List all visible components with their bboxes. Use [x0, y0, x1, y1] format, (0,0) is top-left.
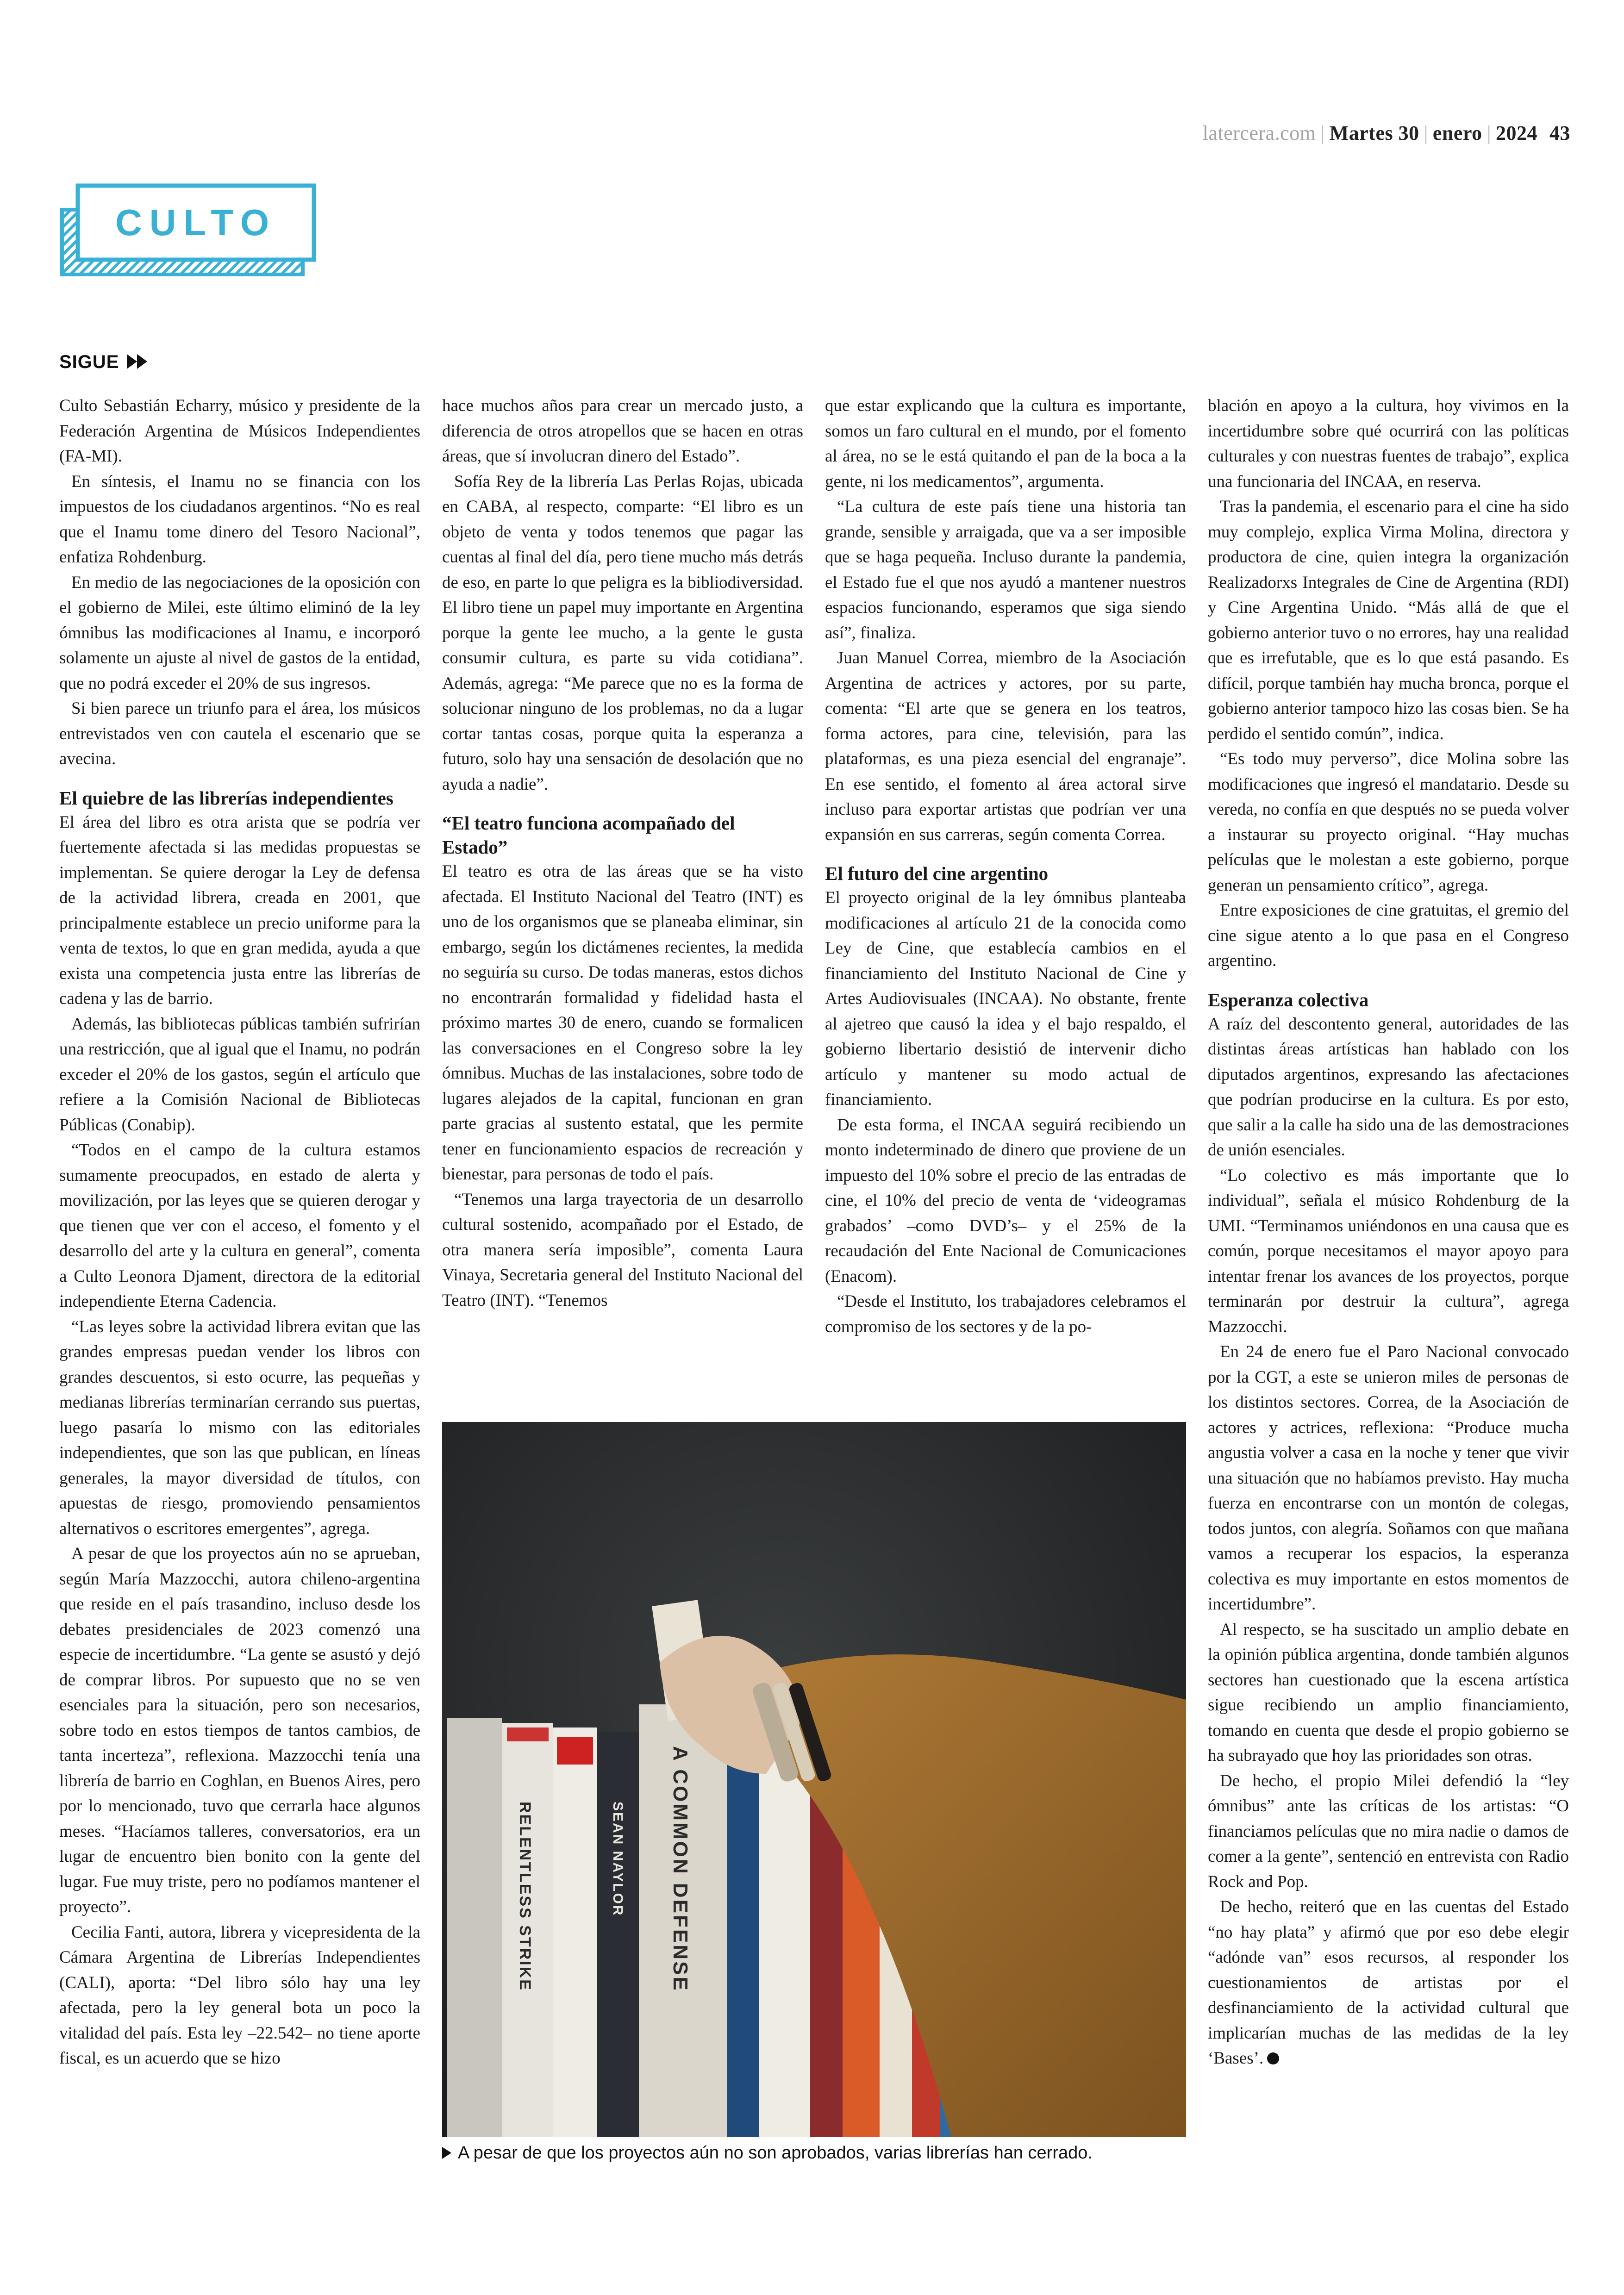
paragraph: “Es todo muy perverso”, dice Molina sobre las modificaciones que ingresó el mandatario. Desde su vereda, no confía en que después no se pueda volver a instaurar su proyecto original. “Hay muchas películas que le molestan a este gobierno, porque generan un pensamiento crítico”, agrega.: [1208, 749, 1569, 895]
date-year: 2024: [1496, 122, 1537, 144]
subheading: Esperanza colectiva: [1208, 989, 1369, 1010]
paragraph: “Todos en el campo de la cultura estamos sumamente preocupados, en estado de alerta y movilización, por las leyes que se quieren derogar y que tienen que ver con el acceso, el fomento y el desarrollo del arte y la cultura en general”, comenta a Culto Leonora Djament, directora de la editorial independiente Eterna Cadencia.: [59, 1141, 420, 1311]
paragraph: hace muchos años para crear un mercado justo, a diferencia de otros atropellos que se hacen en otras áreas, que sí involucran dinero del Estado”.: [442, 396, 803, 466]
paragraph: Juan Manuel Correa, miembro de la Asociación Argentina de actrices y actores, por su parte, comenta: “El arte que se genera en los teatros, forma actores, para cine, televisión, para las plataformas, es una pieza esencial del engranaje”. En ese sentido, el fomento al área actoral sirve incluso para exportar artistas que podrían ver una expansión en sus carreras, según comenta Correa.: [825, 649, 1186, 844]
subheading: El futuro del cine argentino: [825, 863, 1049, 884]
paragraph: Sofía Rey de la librería Las Perlas Rojas, ubicada en CABA, al respecto, comparte: “El libro es un objeto de venta y todos tenemos que pagar las cuentas al final del día, pero tiene mucho más detrás de eso, en parte lo que peligra es la bibliodiversidad. El libro tiene un papel muy importante en Argentina porque la gente lee mucho, a la gente le gusta consumir cultura, es parte su vida cotidiana”. Además, agrega: “Me parece que no es la forma de solucionar ninguno de los problemas, no da a lugar cortar tantas cosas, porque quita la esperanza a futuro, solo hay una sensación de desolación que no ayuda a nadie”.: [442, 472, 803, 794]
book-spine-author-1: SEAN NAYLOR: [610, 1802, 625, 1917]
site-name: latercera.com: [1202, 122, 1316, 144]
date-weekday: Martes 30: [1329, 122, 1419, 144]
paragraph: En medio de las negociaciones de la oposición con el gobierno de Milei, este último eliminó de la ley ómnibus las modificaciones al Inamu, e incorporó solamente un ajuste al nivel de gastos de la entidad, que no podrá exceder el 20% de sus ingresos.: [59, 573, 420, 693]
paragraph: “Las leyes sobre la actividad librera evitan que las grandes empresas puedan vender los libros con grandes descuentos, si esto ocurre, las pequeñas y medianas librerías terminarían cerrando sus puertas, luego pasaría lo mismo con las editoriales independientes, que son las que publican, en líneas generales, la mayor diversidad de títulos, con apuestas de riesgo, promoviendo pensamientos alternativos o escritores emergentes”, agrega.: [59, 1317, 420, 1538]
paragraph: En síntesis, el Inamu no se financia con los impuestos de los ciudadanos argentinos. “No es real que el Inamu tome dinero del Tesoro Nacional”, enfatiza Rohdenburg.: [59, 472, 420, 567]
article-photo: [442, 1422, 1186, 2137]
paragraph: “Desde el Instituto, los trabajadores celebramos el compromiso de los sectores y de la po-: [825, 1292, 1186, 1336]
paragraph: El área del libro es otra arista que se podría ver fuertemente afectada si las medidas propuestas se implementan. Se quiere derogar la Ley de defensa de la actividad librera, creada en 2001, que principalmente establece un precio uniforme para la venta de textos, lo que en gran medida, ayuda a que exista una competencia justa entre las librerías de cadena y las de barrio.: [59, 812, 420, 1008]
paragraph: De esta forma, el INCAA seguirá recibiendo un monto indeterminado de dinero que proviene de un impuesto del 10% sobre el precio de las entradas de cine, el 10% del precio de venta de ‘videogramas grabados’ –como DVD’s– y el 25% de la recaudación del Ente Nacional de Comunicaciones (Enacom).: [825, 1115, 1186, 1286]
paragraph: En 24 de enero fue el Paro Nacional convocado por la CGT, a este se unieron miles de personas de los distintos sectores. Correa, de la Asociación de actores y actrices, reflexiona: “Produce mucha angustia volver a casa en la noche y tener que vivir una situación que no habíamos previsto. Hay mucha fuerza en encontrarse con un montón de colegas, todos juntos, con alegría. Soñamos con que mañana vamos a recuperar los espacios, la esperanza colectiva es muy importante en estos momentos de incertidumbre”.: [1208, 1342, 1569, 1614]
subheading: “El teatro funciona acompañado del Estado”: [442, 812, 735, 858]
paragraph: Si bien parece un triunfo para el área, los músicos entrevistados ven con cautela el escenario que se avecina.: [59, 699, 420, 768]
paragraph: “La cultura de este país tiene una historia tan grande, sensible y arraigada, que va a ser imposible que se haga pequeña. Incluso durante la pandemia, el Estado fue el que nos ayudó a mantener nuestros espacios funcionando, esperamos que siga siendo así”, finaliza.: [825, 497, 1186, 642]
paragraph: Cecilia Fanti, autora, librera y vicepresidenta de la Cámara Argentina de Librerías Independientes (CALI), aporta: “Del libro sólo hay una ley afectada, pero la ley general bota un poco la vitalidad del país. Esta ley –22.542– no tiene aporte fiscal, es un acuerdo que se hizo: [59, 1922, 420, 2068]
book-spine-title-2: A COMMON DEFENSE: [669, 1746, 692, 1992]
paragraph: Además, las bibliotecas públicas también sufrirían una restricción, que al igual que el Inamu, no podrán exceder el 20% de los gastos, según el artículo que refiere a la Comisión Nacional de Bibliotecas Públicas (Conabip).: [59, 1014, 420, 1135]
paragraph: que estar explicando que la cultura es importante, somos un faro cultural en el mundo, por el fomento al área, no se le está quitando el pan de la boca a la gente, ni los medicamentos”, argumenta.: [825, 396, 1186, 491]
subheading: El quiebre de las librerías independientes: [59, 787, 394, 809]
end-mark-icon: [1267, 2052, 1279, 2064]
paragraph: De hecho, reiteró que en las cuentas del Estado “no hay plata” y afirmó que por eso debe elegir “adónde van” esos recursos, al responder los cuestionamientos de artistas por el desfinanciamiento de la actividad cultural que implicarían muchas de las medidas de la ley ‘Bases’.: [1208, 1897, 1569, 2068]
caption-arrow-icon: [442, 2147, 451, 2159]
continuation-label: SIGUE: [59, 352, 147, 373]
paragraph: Tras la pandemia, el escenario para el cine ha sido muy complejo, explica Virma Molina, directora y productora de cine, quien integra la organización Realizadorxs Integrales de Cine de Argentina (RDI) y Cine Argentina Unido. “Más allá de que el gobierno anterior tuvo o no errores, hay una realidad que es irrefutable, que es lo que está pasando. Es difícil, porque también hay mucha bronca, porque el gobierno anterior tampoco hizo las cosas bien. Se ha perdido el sentido común”, indica.: [1208, 497, 1569, 743]
section-title: CULTO: [115, 202, 277, 243]
article-column-2: [442, 393, 803, 1313]
paragraph: blación en apoyo a la cultura, hoy vivimos en la incertidumbre sobre qué ocurrirá con las políticas culturales y con nuestras fuentes de trabajo”, explica una funcionaria del INCAA, en reserva.: [1208, 396, 1569, 491]
page-number: 43: [1549, 122, 1570, 144]
paragraph: El teatro es otra de las áreas que se ha visto afectada. El Instituto Nacional del Teatro (INT) es uno de los organismos que se planeaba eliminar, sin embargo, según los dictámenes recientes, la medida no seguiría su curso. De todas maneras, estos dichos no encontrarán formalidad y fidelidad hasta el próximo martes 30 de enero, cuando se formalicen las conversaciones en el Congreso sobre la ley ómnibus. Muchas de las instalaciones, sobre todo de lugares alejados de la capital, funcionan en gran parte gracias al sustento estatal, que les permite tener en funcionamiento espacios de recreación y bienestar, para personas de todo el país.: [442, 862, 803, 1184]
article-column-3: [825, 393, 1186, 1340]
paragraph: “Lo colectivo es más importante que lo individual”, señala el músico Rohdenburg de la UMI. “Terminamos uniéndonos en una causa que es común, porque necesitamos el mayor apoyo para intentar frenar los avances de los proyectos, porque terminarán por destruir la cultura”, agrega Mazzocchi.: [1208, 1166, 1569, 1336]
page-folio: latercera.com | Martes 30 | enero | 2024 43: [1202, 122, 1570, 144]
photo-caption: A pesar de que los proyectos aún no son aprobados, varias librerías han cerrado.: [442, 2143, 1093, 2163]
paragraph: A raíz del descontento general, autoridades de las distintas áreas artísticas han hablado con los diputados argentinos, expresando las afectaciones que podrían producirse en la cultura. Es por esto, que salir a la calle ha sido una de las demostraciones de unión esenciales.: [1208, 1014, 1569, 1160]
book-spine-title-1: RELENTLESS STRIKE: [516, 1802, 534, 1991]
article-column-1: [59, 393, 420, 2071]
section-logo: [59, 183, 317, 280]
paragraph: El proyecto original de la ley ómnibus planteaba modificaciones al artículo 21 de la conocida como Ley de Cine, que establecía cambios en el financiamiento del Instituto Nacional de Cine y Artes Audiovisuales (INCAA). No obstante, frente al ajetreo que causó la idea y el bajo respaldo, el gobierno libertario desistió de intervenir dicho artículo y mantener su modo actual de financiamiento.: [825, 888, 1186, 1109]
date-month: enero: [1432, 122, 1482, 144]
article-column-4: [1208, 393, 1569, 2071]
paragraph: De hecho, el propio Milei defendió la “ley ómnibus” ante las críticas de los artistas: “O financiamos películas que no mira nadie o damos de comer a la gente”, sentenció en entrevista con Radio Rock and Pop.: [1208, 1771, 1569, 1891]
paragraph: Entre exposiciones de cine gratuitas, el gremio del cine sigue atento a lo que pasa en el Congreso argentino.: [1208, 901, 1569, 970]
paragraph: “Tenemos una larga trayectoria de un desarrollo cultural sostenido, acompañado por el Estado, de otra manera sería imposible”, comenta Laura Vinaya, Secretaria general del Instituto Nacional del Teatro (INT). “Tenemos: [442, 1190, 803, 1310]
paragraph: Al respecto, se ha suscitado un amplio debate en la opinión pública argentina, donde también algunos sectores han cuestionado que la escena artística sigue recibiendo un amplio financiamiento, tomando en cuenta que desde el propio gobierno se ha subrayado que hoy las prioridades son otras.: [1208, 1620, 1569, 1765]
paragraph: Culto Sebastián Echarry, músico y presidente de la Federación Argentina de Músicos Independientes (FA-MI).: [59, 396, 420, 466]
paragraph: A pesar de que los proyectos aún no se aprueban, según María Mazzocchi, autora chileno-argentina que reside en el país trasandino, incluso desde los debates presidenciales de 2023 comenzó una especie de incertidumbre. “La gente se asustó y dejó de comprar libros. Por supuesto que no se ven esenciales para la situación, pero son necesarios, sobre todo en estos tiempos de tantos cambios, de tanta incerteza”, reflexiona. Mazzocchi tenía una librería de barrio en Coghlan, en Buenos Aires, pero por lo mencionado, tuvo que cerrarla hace algunos meses. “Hacíamos talleres, conversatorios, era un lugar de encuentro bien bonito con la gente del lugar. Fue muy triste, pero no podíamos mantener el proyecto”.: [59, 1544, 420, 1916]
